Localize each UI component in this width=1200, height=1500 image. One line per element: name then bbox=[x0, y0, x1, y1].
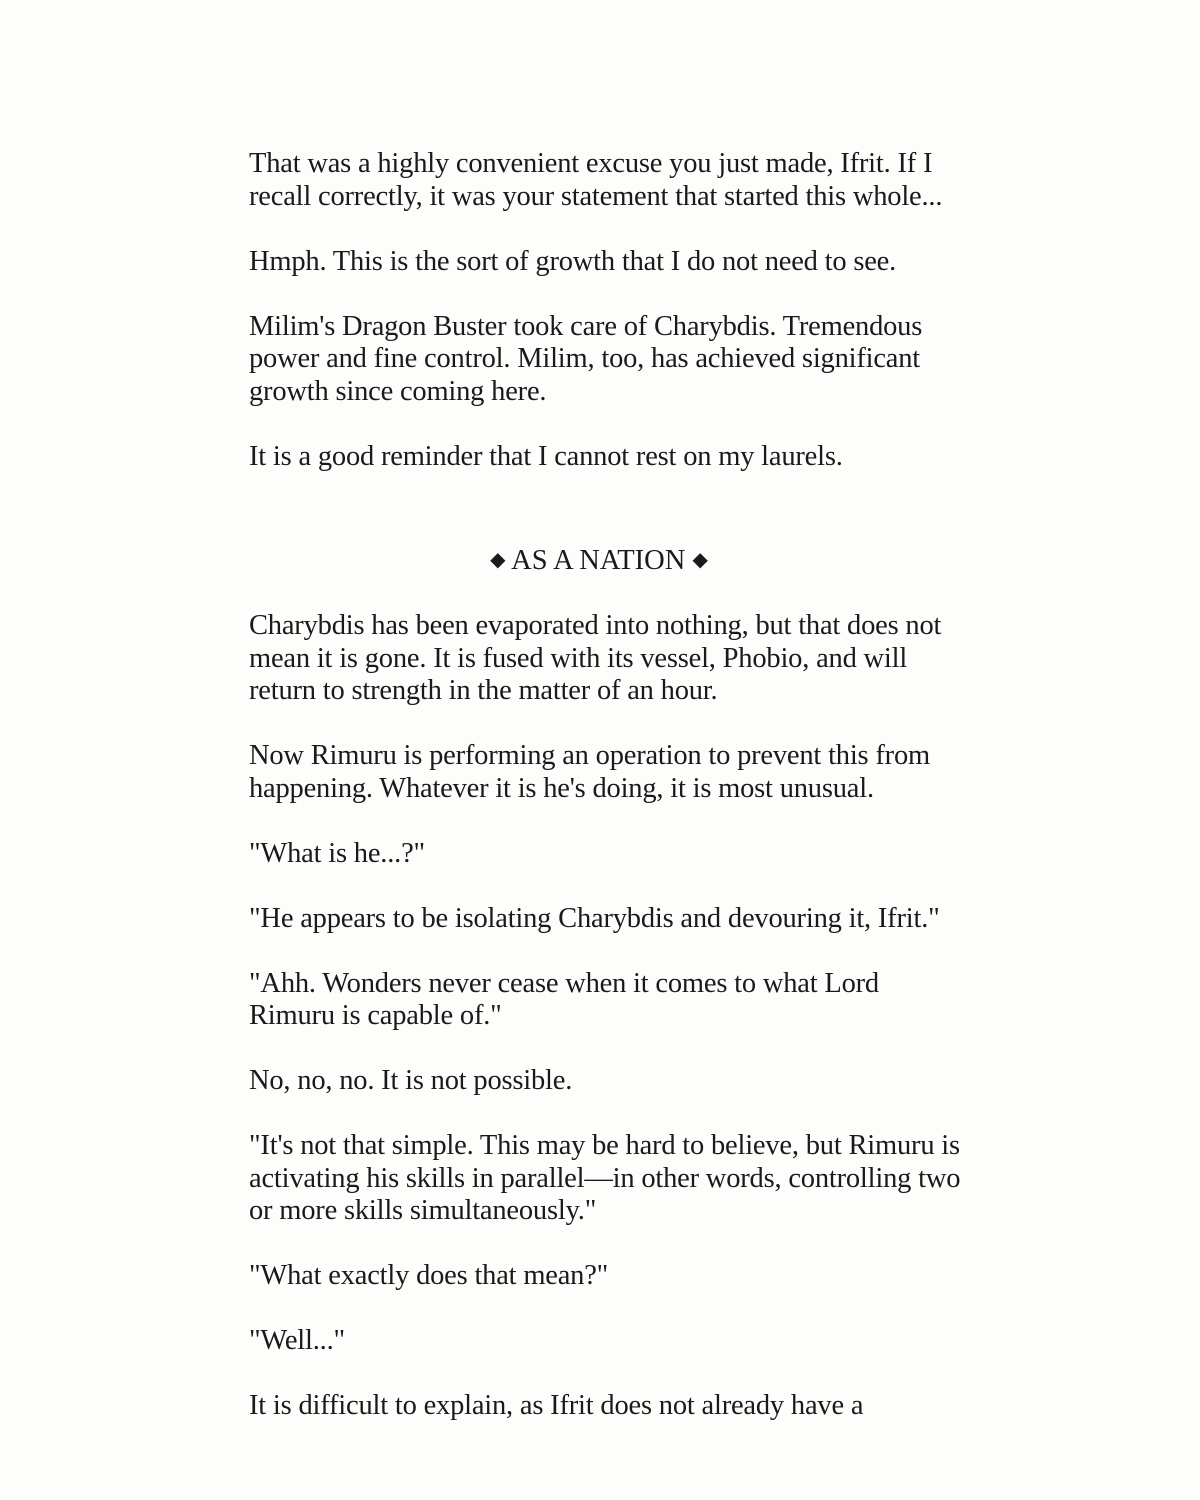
paragraph: It is a good reminder that I cannot rest on my laurels. bbox=[249, 440, 843, 472]
paragraph: "It's not that simple. This may be hard to believe, but Rimuru is activating his skills in parallel—in other words, controlling two or more skills simultaneously." bbox=[249, 1130, 961, 1226]
paragraph: Charybdis has been evaporated into nothing, but that does not mean it is gone. It is fused with its vessel, Phobio, and will return to strength in the matter of an hour. bbox=[249, 610, 942, 706]
paragraph: Milim's Dragon Buster took care of Charybdis. Tremendous power and fine control. Milim, too, has achieved significant growth since coming here. bbox=[249, 310, 923, 407]
paragraph: "Well..." bbox=[249, 1325, 345, 1356]
page-text bbox=[249, 148, 969, 1455]
paragraph: "He appears to be isolating Charybdis and devouring it, Ifrit." bbox=[249, 902, 940, 934]
diamond-ornament-icon: ◆ bbox=[692, 547, 708, 571]
paragraph: No, no, no. It is not possible. bbox=[249, 1065, 573, 1096]
paragraph: Now Rimuru is performing an operation to prevent this from happening. Whatever it is he's doing, it is most unusual. bbox=[249, 740, 930, 804]
section-heading bbox=[249, 543, 949, 578]
paragraph: That was a highly convenient excuse you just made, Ifrit. If I recall correctly, it was your statement that started this whole... bbox=[249, 148, 943, 212]
paragraph: "What exactly does that mean?" bbox=[249, 1260, 609, 1291]
paragraph: Hmph. This is the sort of growth that I do not need to see. bbox=[249, 245, 897, 277]
diamond-ornament-icon: ◆ bbox=[490, 547, 506, 571]
paragraph: It is difficult to explain, as Ifrit does not already have a bbox=[249, 1390, 864, 1421]
paragraph: "What is he...?" bbox=[249, 837, 425, 869]
paragraph: "Ahh. Wonders never cease when it comes to what Lord Rimuru is capable of." bbox=[249, 967, 879, 1031]
section-title: AS A NATION bbox=[511, 545, 686, 576]
